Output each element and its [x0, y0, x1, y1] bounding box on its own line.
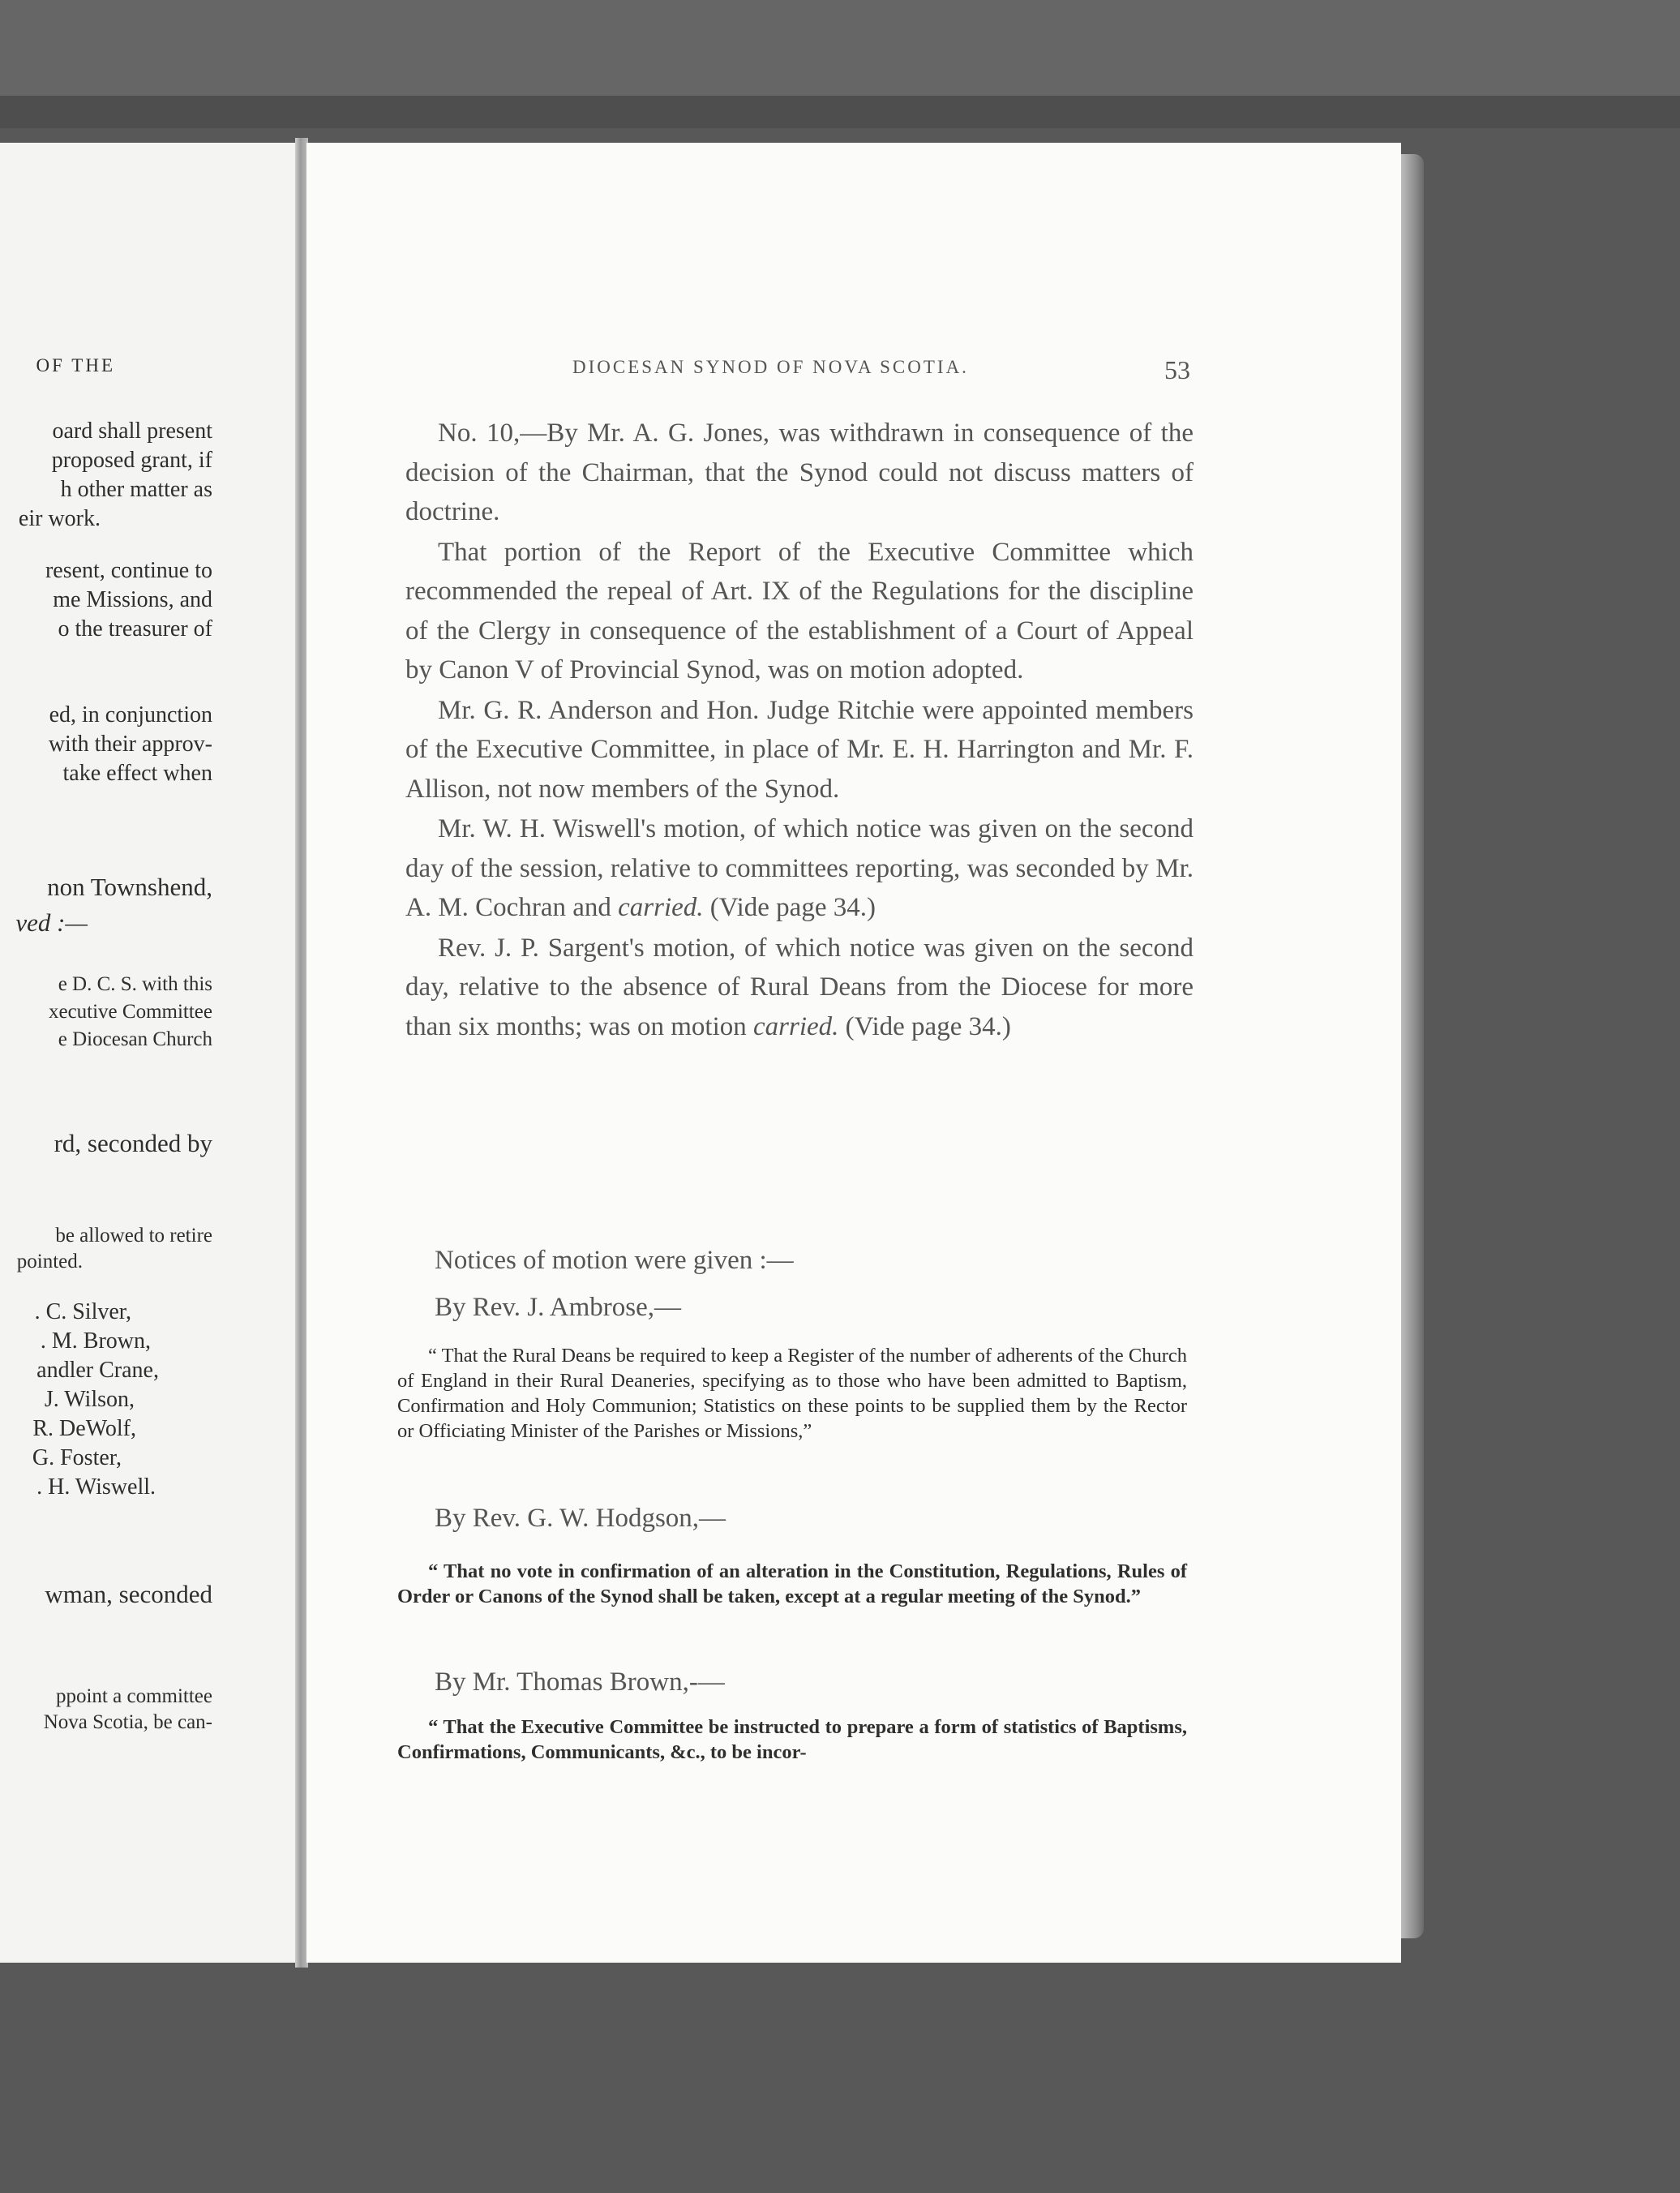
running-head: DIOCESAN SYNOD OF NOVA SCOTIA. — [572, 357, 969, 377]
italic-text: carried. — [753, 1011, 839, 1041]
notices-heading: Notices of motion were given :— — [435, 1246, 794, 1275]
left-line: be allowed to retire — [55, 1225, 212, 1247]
left-line: . C. Silver, — [34, 1299, 131, 1324]
left-line: e Diocesan Church — [58, 1028, 212, 1050]
italic-text: carried. — [618, 893, 704, 922]
left-line: andler Crane, — [36, 1358, 159, 1383]
notice-text: “ That the Rural Deans be required to keep a Register of the number of adherents of the Church of England in their Rural Deaneries, specifying as to those who have been admitted to Baptism, Confirmation and Holy Communion; Statistics on these points to be supplied them by the Rector or Officiating Minister of the Parishes or Missions,” — [397, 1345, 1187, 1442]
left-page — [0, 143, 302, 1963]
left-line: resent, continue to — [45, 558, 212, 583]
paragraph-text: (Vide page 34.) — [703, 893, 876, 922]
notice-author: By Rev. G. W. Hodgson,— — [435, 1504, 726, 1533]
left-line: G. Foster, — [32, 1445, 122, 1470]
left-line: take effect when — [62, 761, 212, 786]
left-line: oard shall present — [52, 418, 212, 444]
paragraph: That portion of the Report of the Executive Committee which recommended the repeal of Art. IX of the Regulations for the discipline of the Clergy in consequence of the establishment of a Court of Appeal by Canon V of Provincial Synod, was on motion adopted. — [405, 537, 1194, 685]
left-line: ved :— — [15, 908, 88, 937]
left-line: non Townshend, — [47, 873, 212, 901]
left-line: proposed grant, if — [51, 448, 212, 473]
notice-author: By Mr. Thomas Brown,-— — [435, 1667, 725, 1697]
left-line: rd, seconded by — [54, 1129, 212, 1157]
left-line: ppoint a committee — [55, 1685, 212, 1707]
body-text — [405, 414, 1194, 1046]
left-line: pointed. — [16, 1251, 83, 1272]
left-line: J. Wilson, — [44, 1387, 135, 1412]
notice-text: “ That no vote in confirmation of an alteration in the Constitution, Regulations, Rules of Order or Canons of the Synod shall be taken, except at a regular meeting of the Synod.” — [397, 1560, 1187, 1607]
notice-text: “ That the Executive Committee be instructed to prepare a form of statistics of Baptisms, Confirmations, Communicants, &c., to be incor- — [397, 1716, 1187, 1763]
left-line: . M. Brown, — [40, 1328, 151, 1354]
left-line: wman, seconded — [45, 1580, 212, 1608]
left-line: Nova Scotia, be can- — [43, 1711, 212, 1733]
left-line: h other matter as — [60, 477, 212, 502]
left-line: me Missions, and — [53, 587, 212, 612]
paragraph — [405, 929, 1194, 1047]
notice-quote — [397, 1559, 1187, 1609]
paragraph: No. 10,—By Mr. A. G. Jones, was withdrawn in consequence of the decision of the Chairman, that the Synod could not discuss matters of doctrine. — [405, 418, 1194, 526]
page-number: 53 — [1164, 355, 1190, 384]
notice-author: By Rev. J. Ambrose,— — [435, 1293, 682, 1322]
paragraph-text: (Vide page 34.) — [838, 1011, 1011, 1041]
left-line: eir work. — [18, 506, 101, 531]
left-line: R. DeWolf, — [32, 1416, 136, 1441]
paragraph-text: Rev. J. P. Sargent's motion, of which notice was given on the second day, relative to the absence of Rural Deans from the Diocese for more than six months; was on motion — [405, 933, 1194, 1041]
paragraph — [405, 809, 1194, 928]
left-line: xecutive Committee — [48, 1001, 212, 1023]
left-line: o the treasurer of — [58, 616, 212, 642]
paragraph: Mr. G. R. Anderson and Hon. Judge Ritchie were appointed members of the Executive Committee, in place of Mr. E. H. Harrington and Mr. F. Allison, not now members of the Synod. — [405, 695, 1194, 804]
paragraph-text: Mr. W. H. Wiswell's motion, of which notice was given on the second day of the session, relative to committees reporting, was seconded by Mr. A. M. Cochran and — [405, 814, 1194, 922]
scan-background-band — [0, 96, 1680, 128]
left-running-head: OF THE — [36, 355, 115, 376]
left-line: . H. Wiswell. — [36, 1474, 156, 1500]
notice-quote — [397, 1714, 1187, 1765]
notice-quote — [397, 1343, 1187, 1444]
left-line: e D. C. S. with this — [58, 973, 212, 995]
left-line: ed, in conjunction — [49, 702, 212, 727]
left-line: with their approv- — [48, 732, 212, 757]
